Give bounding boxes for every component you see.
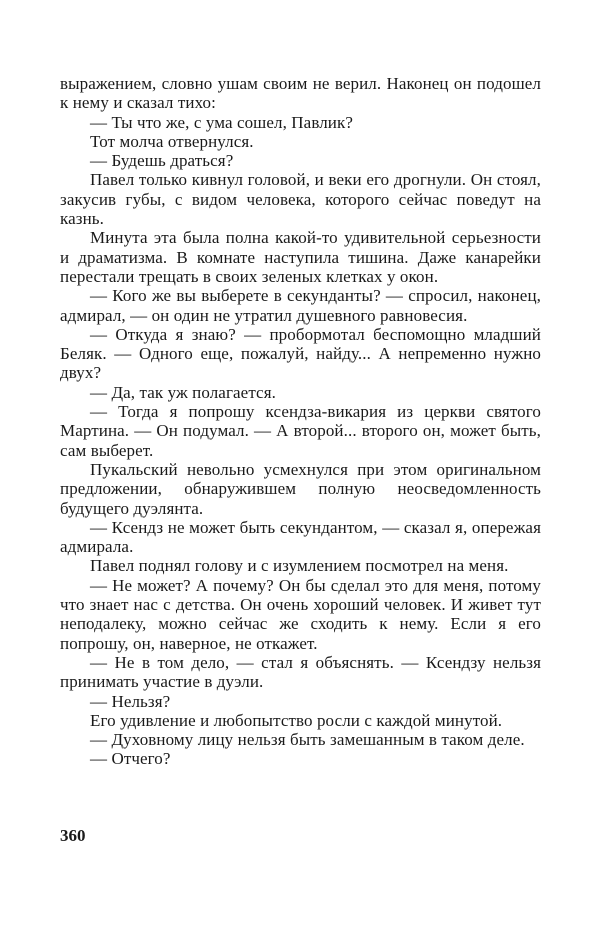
paragraph: — Отчего? [90, 749, 171, 769]
paragraph: — Тогда я попрошу ксендза-викария из церкви святого Мартина. — Он подумал. — А второй... второго он, может быть, сам выберет. [60, 402, 541, 460]
paragraph: — Откуда я знаю? — пробормотал беспомощно младший Беляк. — Одного еще, пожалуй, найду... А непременно нужно двух? [60, 324, 541, 383]
paragraph: Пукальский невольно усмехнулся при этом оригинальном предложении, обнаружившем полную неосведомленность будущего дуэлянта. [60, 459, 541, 518]
paragraph: Минута эта была полна какой-то удивительной серьезности и драматизма. В комнате наступила тишина. Даже канарейки перестали трещать в своих зеленых клетках у окон. [60, 228, 541, 286]
paragraph: — Да, так уж полагается. [90, 382, 276, 402]
paragraph: — Ты что же, с ума сошел, Павлик? [90, 112, 354, 132]
paragraph: — Не может? А почему? Он бы сделал это для меня, потому что знает нас с детства. Он очень хороший человек. И живет тут неподалеку, можно сейчас же сходить к нему. Если я его попрошу, он, наверное, не откажет. [60, 575, 541, 653]
paragraph: Павел поднял голову и с изумлением посмотрел на меня. [90, 556, 509, 576]
paragraph: Его удивление и любопытство росли с каждой минутой. [90, 710, 503, 730]
paragraph: — Ксендз не может быть секундантом, — сказал я, опережая адмирала. [60, 517, 541, 557]
paragraph: — Кого же вы выберете в секунданты? — спросил, наконец, адмирал, — он один не утратил душевного равновесия. [60, 286, 541, 325]
paragraph: — Нельзя? [90, 691, 171, 711]
paragraph: выражением, словно ушам своим не верил. Наконец он подошел к нему и сказал тихо: [60, 74, 541, 113]
paragraph: — Духовному лицу нельзя быть замешанным в таком деле. [90, 730, 525, 750]
paragraph: — Не в том дело, — стал я объяснять. — Ксендзу нельзя принимать участие в дуэли. [60, 652, 541, 692]
paragraph: Тот молча отвернулся. [90, 131, 254, 151]
page-number: 360 [60, 826, 86, 845]
body-text [60, 74, 541, 769]
paragraph: — Будешь драться? [90, 151, 234, 171]
paragraph: Павел только кивнул головой, и веки его дрогнули. Он стоял, закусив губы, с видом человека, которого сейчас поведут на казнь. [60, 170, 541, 229]
